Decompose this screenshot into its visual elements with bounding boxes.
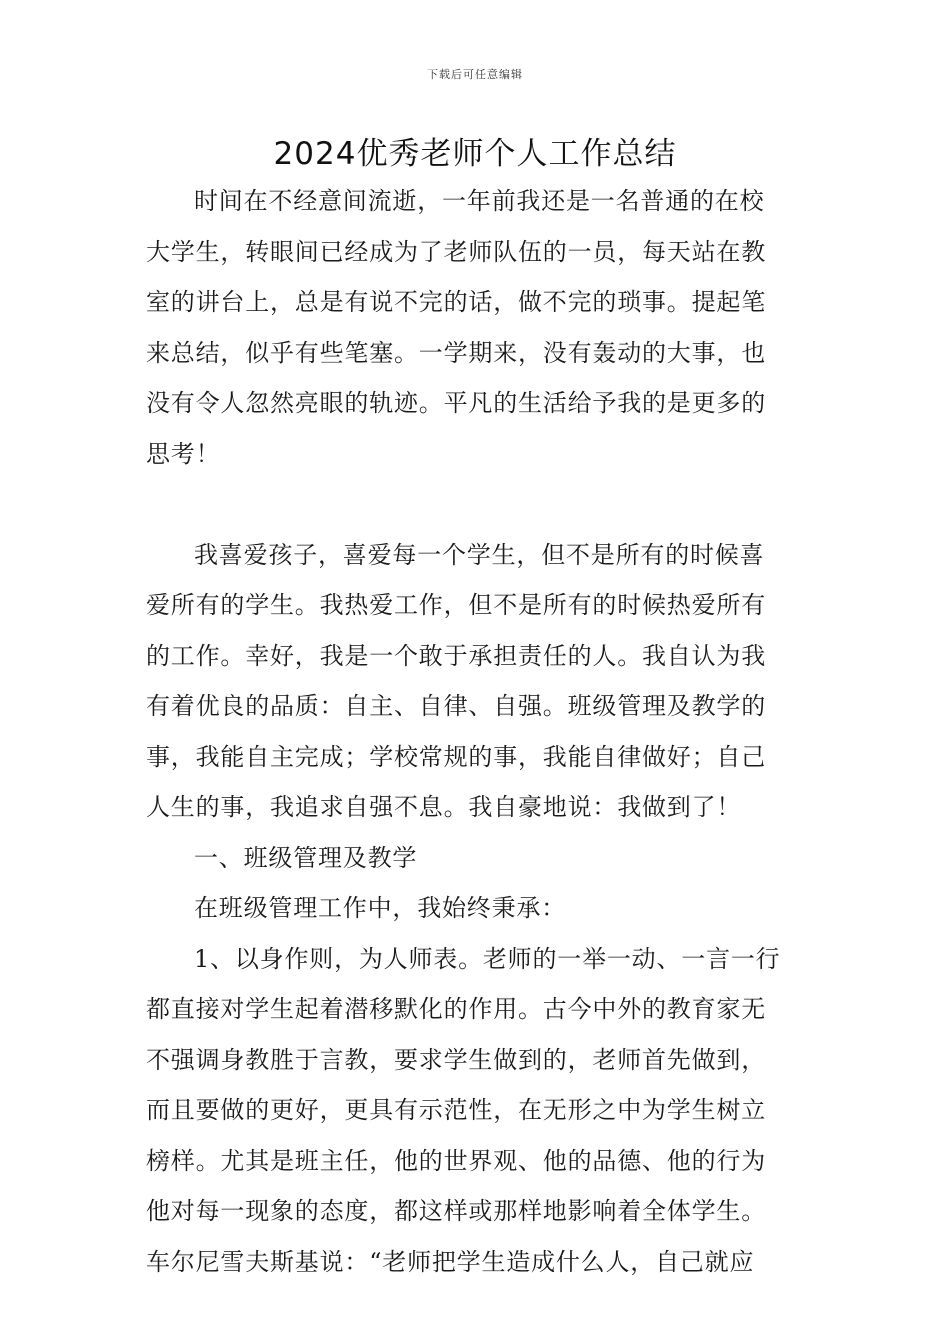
section-heading: 一、班级管理及教学: [194, 843, 418, 872]
body-line: 我喜爱孩子，喜爱每一个学生，但不是所有的时候喜: [194, 540, 765, 569]
body-line: 有着优良的品质：自主、自律、自强。班级管理及教学的: [146, 692, 766, 720]
paragraph-gap: [146, 479, 810, 530]
body-line: 在班级管理工作中，我始终秉承：: [194, 894, 566, 922]
body-line: 他对每一现象的态度，都这样或那样地影响着全体学生。: [146, 1197, 766, 1225]
document-title: 2024优秀老师个人工作总结: [273, 136, 677, 172]
body-line: 都直接对学生起着潜移默化的作用。古今中外的教育家无: [146, 995, 766, 1023]
body-line: 人生的事，我追求自强不息。我自豪地说：我做到了！: [146, 793, 742, 821]
body-line: 大学生，转眼间已经成为了老师队伍的一员，每天站在教: [146, 237, 766, 266]
body-line: 车尔尼雪夫斯基说：“老师把学生造成什么人，自己就应: [146, 1247, 755, 1276]
body-line: 而且要做的更好，更具有示范性，在无形之中为学生树立: [146, 1096, 766, 1124]
body-line: 思考！: [146, 439, 221, 468]
body-line: 时间在不经意间流逝，一年前我还是一名普通的在校: [194, 187, 765, 215]
body-line: 不强调身教胜于言教，要求学生做到的，老师首先做到，: [146, 1045, 766, 1074]
body-line: 事，我能自主完成；学校常规的事，我能自律做好；自己: [146, 742, 766, 771]
body-line: 1、以身作则，为人师表。老师的一举一动、一言一行: [194, 944, 781, 973]
body-line: 爱所有的学生。我热爱工作，但不是所有的时候热爱所有: [146, 591, 766, 619]
body-line: 来总结，似乎有些笔塞。一学期来，没有轰动的大事，也: [146, 338, 766, 367]
body-line: 没有令人忽然亮眼的轨迹。平凡的生活给予我的是更多的: [146, 389, 766, 417]
body-line: 室的讲台上，总是有说不完的话，做不完的琐事。提起笔: [146, 288, 766, 316]
body-line: 的工作。幸好，我是一个敢于承担责任的人。我自认为我: [146, 641, 766, 670]
header-note: 下载后可任意编辑: [427, 68, 523, 81]
document-body: [146, 176, 810, 1287]
body-line: 榜样。尤其是班主任，他的世界观、他的品德、他的行为: [146, 1146, 766, 1175]
